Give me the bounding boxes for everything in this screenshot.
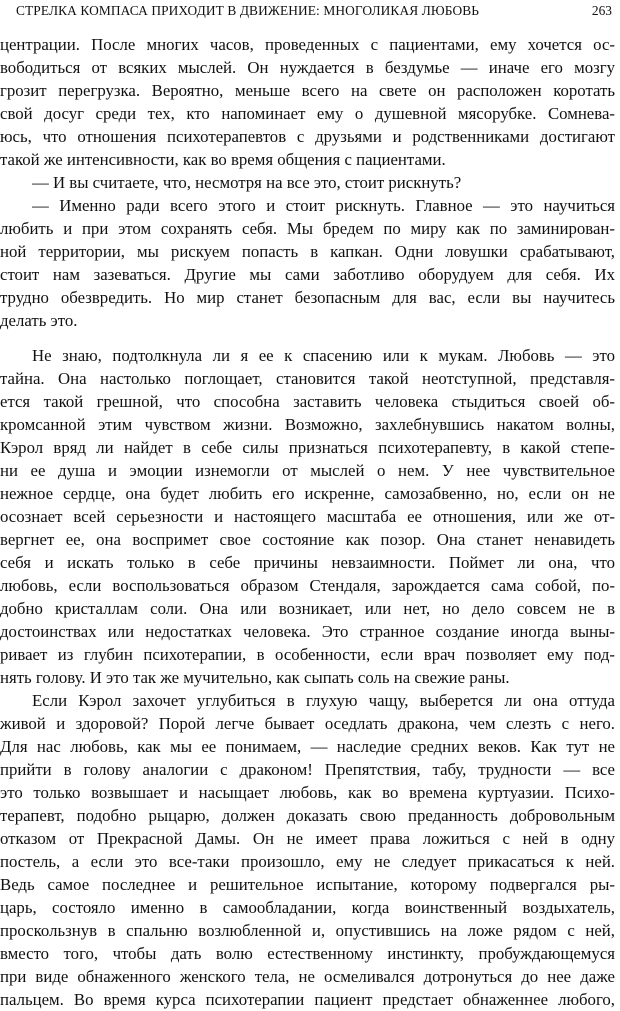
text-line: грозит перегрузка. Вероятно, меньше всего на свете он расположен коротать [0,81,615,100]
text-line: добно кристаллам соли. Она или возникает, или нет, но дело совсем не в [0,599,615,618]
text-line: стоит нам зазеваться. Другие мы сами заботливо оборудуем для себя. Их [0,265,615,284]
text-line: ни ее душа и эмоции изнемогли от мыслей о нем. У нее чувствительное [0,461,615,480]
text-line: нежное сердце, она будет любить его искренне, самозабвенно, но, если он не [0,484,615,503]
text-line: любовь, если воспользоваться образом Стендаля, зарождается сама собой, по- [0,576,615,595]
text-line: Кэрол вряд ли найдет в себе силы признаться психотерапевту, в какой степе- [0,438,615,457]
text-line: — И вы считаете, что, несмотря на все это, стоит рискнуть? [32,173,462,192]
text-line: достоинствах или недостатках человека. Это странное создание иногда выны- [0,622,615,641]
page-number: 263 [591,3,612,18]
text-line: терапевт, подобно рыцарю, должен доказать свою преданность добровольным [0,806,615,825]
text-line: кромсанной этим чувством жизни. Возможно, захлебнувшись накатом волны, [0,415,615,434]
text-line: юсь, что отношения психотерапевтов с друзьями и родственниками достигают [0,127,615,146]
text-line: себя и искать только в себе причины невзаимности. Поймет ли она, что [0,553,615,572]
text-line: Не знаю, подтолкнула ли я ее к спасению или к мукам. Любовь — это [32,346,615,365]
text-line: центрации. После многих часов, проведенных с пациентами, ему хочется ос- [0,35,615,54]
text-line: вободиться от всяких мыслей. Он нуждается в бездумье — иначе его мозгу [0,58,615,77]
text-line: Если Кэрол захочет углубиться в глухую чащу, выберется ли она оттуда [32,691,615,710]
text-line: это только возвышает и насыщает любовь, как во времена куртуазии. Психо- [0,783,615,802]
text-line: вергнет ее, она воспримет свое состояние как позор. Она станет ненавидеть [0,530,615,549]
running-head: СТРЕЛКА КОМПАСА ПРИХОДИТ В ДВИЖЕНИЕ: МНОГОЛИКАЯ ЛЮБОВЬ [16,3,480,18]
text-line: ной территории, мы рискуем попасть в капкан. Одни ловушки срабатывают, [0,242,615,261]
text-line: живой и здоровой? Порой легче бывает оседлать дракона, чем слезть с него. [0,714,615,733]
text-line: царь, состояло именно в самообладании, когда воинственный воздыхатель, [0,898,615,917]
text-line: отказом от Прекрасной Дамы. Он не имеет права ложиться с ней в одну [0,829,615,848]
text-line: ется такой грешной, что способна заставить человека стыдиться своей об- [0,392,615,411]
text-line: прийти в голову аналогии с драконом! Препятствия, табу, трудности — все [0,760,615,779]
text-line: ривает из глубин психотерапии, в особенности, если врач позволяет ему под- [0,645,615,664]
text-line: делать это. [0,311,78,330]
text-line: такой же интенсивности, как во время общения с пациентами. [0,150,446,169]
text-line: осознает всей серьезности и настоящего масштаба ее отношения, или же от- [0,507,615,526]
text-line: любить и при этом сохранять себя. Мы бредем по миру как по заминирован- [0,219,615,238]
text-line: трудно обезвредить. Но мир станет безопасным для вас, если вы научитесь [0,288,615,307]
text-line: — Именно ради всего этого и стоит рискнуть. Главное — это научиться [32,196,615,215]
text-line: свой досуг среди тех, кто напоминает ему о душевной мясорубке. Сомнева- [0,104,615,123]
text-line: тайна. Она настолько поглощает, становится такой неотступной, представля- [0,369,615,388]
text-line: Для нас любовь, как мы ее понимаем, — наследие средних веков. Как тут не [0,737,615,756]
text-line: проскользнув в спальню возлюбленной и, опустившись на ложе рядом с ней, [0,921,615,940]
text-line: нять голову. И это так же мучительно, как сыпать соль на свежие раны. [0,668,510,687]
text-line: вместо того, чтобы дать волю естественному инстинкту, пробуждающемуся [0,944,615,963]
page-header [16,3,612,23]
text-line: при виде обнаженного женского тела, не осмеливался дотронуться до нее даже [0,967,615,986]
text-line: постель, а если это все-таки произошло, ему не следует прикасаться к ней. [0,852,615,871]
text-line: пальцем. Во время курса психотерапии пациент предстает обнаженнее любого, [0,990,615,1009]
text-line: Ведь самое последнее и решительное испытание, которому подвергался ры- [0,875,615,894]
